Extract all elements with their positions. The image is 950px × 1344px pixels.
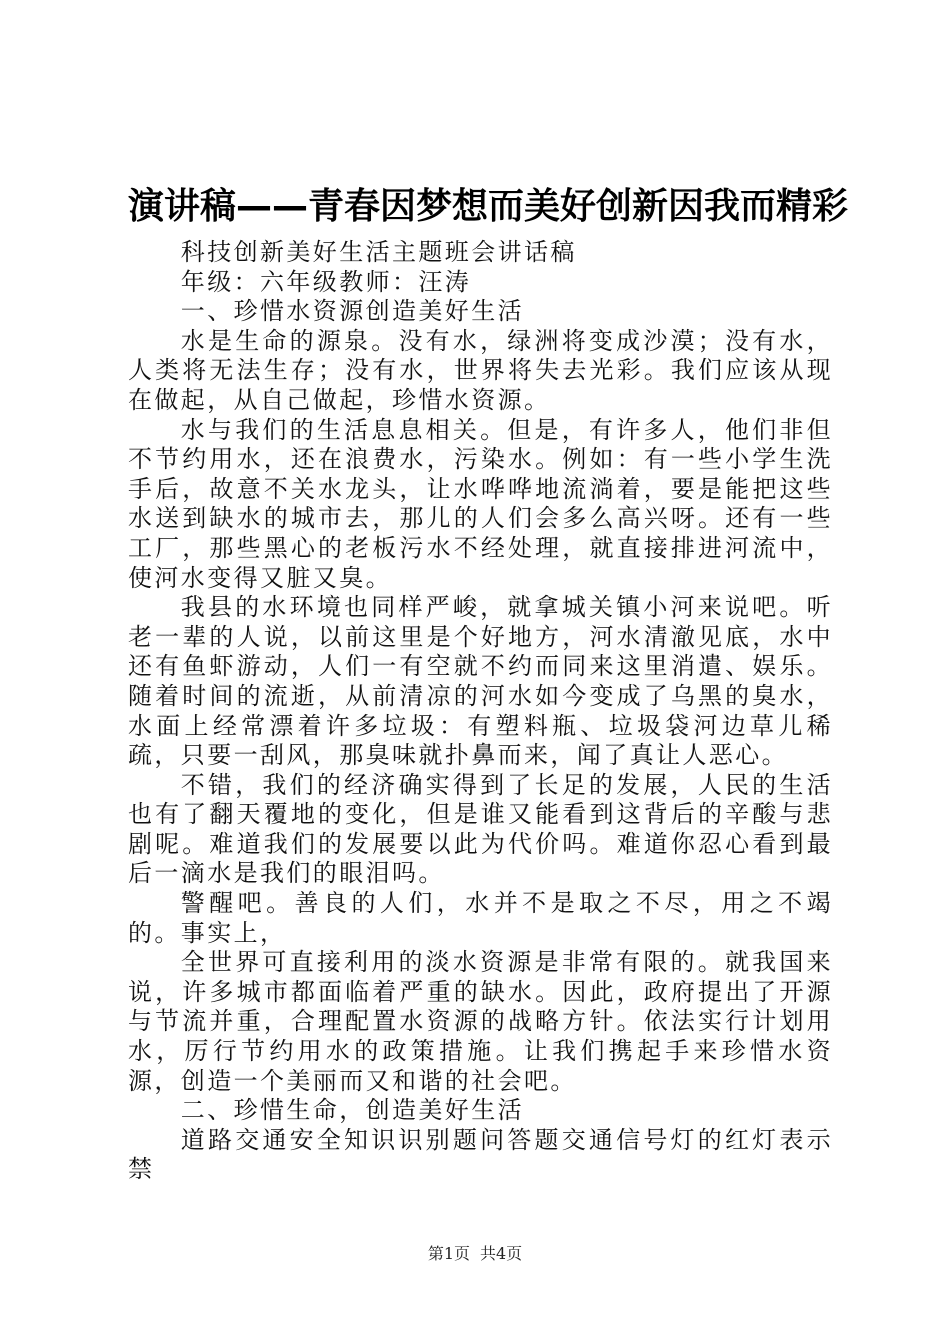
section-heading-1: 一、珍惜水资源创造美好生活	[180, 297, 524, 326]
section-heading-2: 二、珍惜生命，创造美好生活	[180, 1096, 524, 1125]
page-number: 第1页	[427, 1244, 470, 1263]
document-title: 演讲稿——青春因梦想而美好创新因我而精彩	[128, 186, 849, 227]
paragraph: 全世界可直接利用的淡水资源是非常有限的。就我国来说，许多城市都面临着严重的缺水。因此，政府提出了开源与节流并重，合理配置水资源的战略方针。依法实行计划用水，厉行节约用水的政策措施。让我们携起手来珍惜水资源，创造一个美丽而又和谐的社会吧。	[128, 948, 833, 1095]
paragraph-grade-teacher: 年级：六年级教师：汪涛	[180, 267, 472, 296]
paragraph: 我县的水环境也同样严峻，就拿城关镇小河来说吧。听老一辈的人说，以前这里是个好地方，河水清澈见底，水中还有鱼虾游动，人们一有空就不约而同来这里消遣、娱乐。随着时间的流逝，从前清凉的河水如今变成了乌黑的臭水，水面上经常漂着许多垃圾：有塑料瓶、垃圾袋河边草儿稀疏，只要一刮风，那臭味就扑鼻而来，闻了真让人恶心。	[128, 593, 833, 770]
paragraph: 水与我们的生活息息相关。但是，有许多人，他们非但不节约用水，还在浪费水，污染水。例如：有一些小学生洗手后，故意不关水龙头，让水哗哗地流淌着，要是能把这些水送到缺水的城市去，那儿的人们会多么高兴呀。还有一些工厂，那些黑心的老板污水不经处理，就直接排进河流中，使河水变得又脏又臭。	[128, 415, 833, 592]
page-total: 共4页	[480, 1244, 523, 1263]
document-body	[128, 238, 833, 1185]
paragraph: 水是生命的源泉。没有水，绿洲将变成沙漠；没有水，人类将无法生存；没有水，世界将失去光彩。我们应该从现在做起，从自己做起，珍惜水资源。	[128, 326, 833, 414]
paragraph: 不错，我们的经济确实得到了长足的发展，人民的生活也有了翻天覆地的变化，但是谁又能看到这背后的辛酸与悲剧呢。难道我们的发展要以此为代价吗。难道你忍心看到最后一滴水是我们的眼泪吗。	[128, 770, 833, 888]
paragraph: 警醒吧。善良的人们，水并不是取之不尽，用之不竭的。事实上，	[128, 889, 833, 947]
page-footer	[0, 1244, 950, 1264]
paragraph: 道路交通安全知识识别题问答题交通信号灯的红灯表示禁	[128, 1125, 833, 1184]
paragraph-subtitle: 科技创新美好生活主题班会讲话稿	[180, 238, 577, 266]
